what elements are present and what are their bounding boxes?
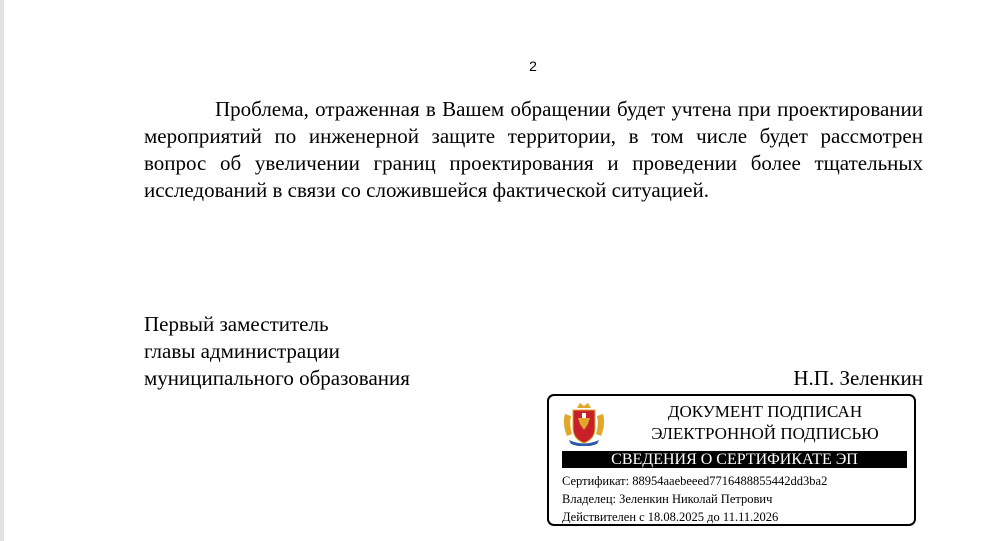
signatory-name: Н.П. Зеленкин [793,366,923,390]
signatory-position [144,311,410,392]
electronic-signature-stamp [547,394,916,526]
stamp-header-line-1: ДОКУМЕНТ ПОДПИСАН [667,402,863,421]
stamp-header [615,401,915,445]
certificate-number: Сертификат: 88954aaebeeed7716488855442dd3ba2 [562,474,828,488]
stamp-header-line-2: ЭЛЕКТРОННОЙ ПОДПИСЬЮ [651,424,879,443]
signatory-position-line-2: главы администрации [144,339,340,363]
certificate-section-title: СВЕДЕНИЯ О СЕРТИФИКАТЕ ЭП [562,451,907,468]
coat-of-arms-icon [561,402,607,446]
signatory-position-line-1: Первый заместитель [144,312,329,336]
certificate-owner: Владелец: Зеленкин Николай Петрович [562,492,773,506]
certificate-validity: Действителен с 18.08.2025 до 11.11.2026 [562,510,779,524]
page-number: 2 [529,58,537,74]
signatory-position-line-3: муниципального образования [144,366,410,390]
body-paragraph: Проблема, отраженная в Вашем обращении будет учтена при проектировании мероприятий по инженерной защите территории, в том числе будет рассмотрен вопрос об увеличении границ проектирования и проведении более тщательных исследований в связи со сложившейся фактической ситуацией. [144,97,923,202]
page-edge [0,0,4,541]
certificate-details [562,472,827,526]
